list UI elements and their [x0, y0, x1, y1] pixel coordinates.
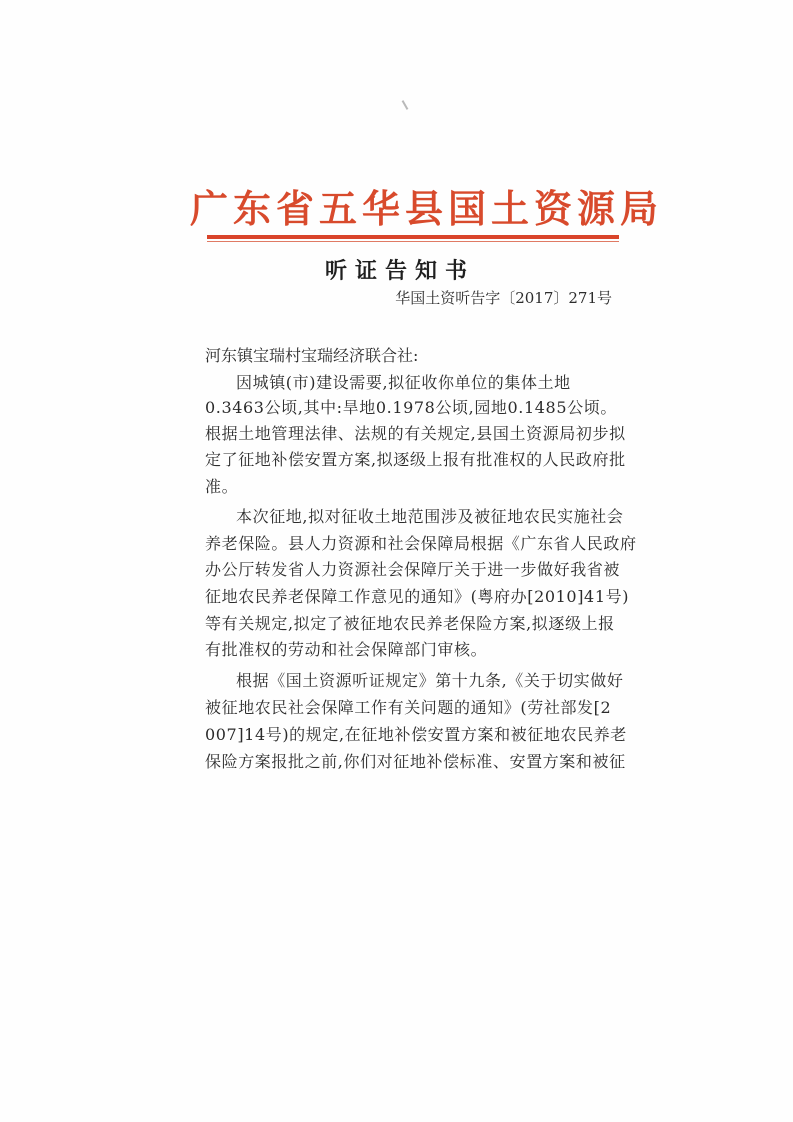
- body-line: 0.3463公顷,其中:旱地0.1978公顷,园地0.1485公顷。: [205, 398, 617, 417]
- document-title: 听证告知书: [324, 258, 475, 284]
- body-line: 被征地农民社会保障工作有关问题的通知》(劳社部发[2: [205, 698, 612, 717]
- body-line: 有批准权的劳动和社会保障部门审核。: [205, 640, 488, 659]
- body-line: 因城镇(市)建设需要,拟征收你单位的集体土地: [236, 373, 571, 392]
- body-line: 征地农民养老保障工作意见的通知》(粤府办[2010]41号): [205, 587, 630, 606]
- letterhead-rule: [207, 235, 619, 239]
- body-line: 等有关规定,拟定了被征地农民养老保险方案,拟逐级上报: [205, 614, 615, 633]
- letterhead-title: 广东省五华县国土资源局: [190, 186, 664, 231]
- letterhead-rule-thin: [207, 241, 619, 242]
- addressee: 河东镇宝瑞村宝瑞经济联合社:: [205, 346, 419, 365]
- body-line: 保险方案报批之前,你们对征地补偿标准、安置方案和被征: [205, 752, 626, 771]
- body-line: 办公厅转发省人力资源社会保障厅关于进一步做好我省被: [205, 560, 621, 579]
- body-line: 007]14号)的规定,在征地补偿安置方案和被征地农民养老: [205, 725, 627, 744]
- body-line: 根据土地管理法律、法规的有关规定,县国土资源局初步拟: [205, 424, 626, 443]
- body-line: 准。: [205, 477, 239, 496]
- document-number: 华国土资听告字〔2017〕271号: [395, 289, 612, 307]
- body-line: 本次征地,拟对征收土地范围涉及被征地农民实施社会: [236, 507, 624, 526]
- body-line: 定了征地补偿安置方案,拟逐级上报有批准权的人民政府批: [205, 450, 626, 469]
- body-line: 养老保险。县人力资源和社会保障局根据《广东省人民政府: [205, 534, 637, 553]
- body-line: 根据《国土资源听证规定》第十九条,《关于切实做好: [236, 671, 624, 690]
